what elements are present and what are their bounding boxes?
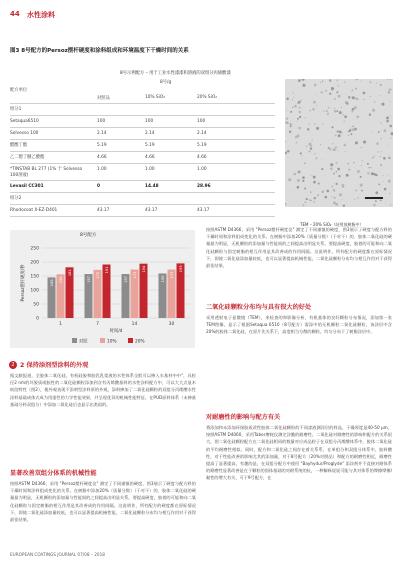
table-cell: 5.19 bbox=[145, 143, 155, 148]
table-cell: 43.17 bbox=[97, 208, 110, 213]
y-tick-label: 200 bbox=[30, 260, 39, 266]
legend-swatch bbox=[100, 338, 105, 343]
table-cell: 2.14 bbox=[97, 131, 107, 136]
legend-label: 20% bbox=[135, 339, 145, 345]
bar-value-label: 159 bbox=[160, 275, 165, 283]
table-cell: 100 bbox=[145, 119, 154, 124]
legend-swatch bbox=[72, 338, 77, 343]
table-cell: 5.19 bbox=[197, 143, 207, 148]
table-row bbox=[10, 104, 275, 116]
x-tick-label: 30 bbox=[168, 322, 175, 327]
table-row bbox=[10, 193, 275, 205]
table-row-label: *TINSTAB BL 277 (1% 于 Solvesso 100溶液) bbox=[10, 167, 83, 178]
table-row bbox=[10, 181, 275, 193]
table-row bbox=[10, 164, 275, 181]
table-cell: 5.19 bbox=[97, 143, 107, 148]
tem-image bbox=[285, 79, 393, 207]
section-heading: 显著改善双组分体系的机械性能 bbox=[10, 470, 97, 477]
legend-label: 10% bbox=[107, 339, 117, 345]
bar-value-label: 156 bbox=[58, 276, 63, 284]
table-row-label: 组分1 bbox=[10, 107, 22, 112]
bar-value-label: 195 bbox=[178, 265, 183, 273]
table-unit-header: 配方单位 bbox=[10, 88, 28, 93]
section-heading bbox=[20, 360, 88, 369]
bar-value-label: 157 bbox=[123, 276, 128, 283]
x-tick-label: 7 bbox=[96, 322, 99, 327]
y-tick-label: 0 bbox=[36, 316, 39, 322]
x-axis-label: 时间/d bbox=[109, 329, 123, 334]
tem-caption: TEM – 20% SiO₂（结用放树脂中） bbox=[300, 222, 364, 227]
table-cell: 43.17 bbox=[197, 208, 210, 213]
x-tick-label: 14 bbox=[131, 322, 138, 327]
table-cell: 1.00 bbox=[197, 167, 207, 172]
table-cell: 100 bbox=[197, 119, 206, 124]
y-tick-label: 150 bbox=[30, 274, 39, 280]
section-body: 据文献报道，全胶体二氧化硅，有机硅胶和胶乳乳浆液的水性体系全般可以掺入水基材中中°，具粒径2 nm的坏胶质或胶性的二氧化硅颗粒添加到含有丙烯酸基料的水性涂料配方中，可以大大点显木纸纹特性（图2），使外观表现不添剂型涂料原的外观。添料掺加了二氧化硅颗粒的双组分丙烯酸水性涂料基础成体式成为用重性的力学性能效果，并呈现优异的机械性能特征。在PUD原料体系（未掺基基础分料双组分）中添加二氧化硅后也显示出类似的。 bbox=[10, 373, 196, 407]
section-heading: 对耐磨性的影响与配方有关 bbox=[206, 414, 281, 421]
table-cell: 2.14 bbox=[197, 131, 207, 136]
section-heading: 二氧化硅颗粒分布均与具有很大的好处 bbox=[206, 304, 312, 311]
table-col-header: 20% SiO₂ bbox=[197, 95, 217, 100]
table-cell: 28.96 bbox=[197, 184, 211, 189]
hardness-bar-chart bbox=[10, 240, 195, 348]
bar-value-label: 173 bbox=[132, 271, 137, 279]
section-heading-text: 2 保持添剂型涂料的外观 bbox=[20, 362, 89, 369]
section-body: 按照ASTM D4366，采用 "Persoz摆杆硬度仪" 测定了不同谨慎的硬度，图3展示了硬度与配方料的干燥时间和涂料组成变化的关系。在树脂中添加20%（质量分数）（干对干）的、胶体二氧化硅的硬量最为明显，无机颗粒的添加量与性能间的之间提高出明显关系。要提高硬度，胶着的可能和向二氧化硅颗粒与固定树脂的相互作用是其改善成的作用间隔。这说明作，所有配方的硬度都在原标情况下，即使二氧化硅添加量较低，也可以显著提高机械性能，二氧化硅颗粒分布均与相互作用对于获得最佳结果。 bbox=[10, 481, 196, 523]
bar-value-label: 194 bbox=[141, 265, 146, 273]
chart-title: 8号配方 bbox=[80, 233, 97, 238]
table-row-label: 醋酸丁酯 bbox=[10, 143, 28, 148]
table-row-label: Levasil CC301 bbox=[10, 184, 44, 189]
table-row bbox=[10, 140, 275, 152]
y-axis-label: Persoz摆杆硬度/秒 bbox=[21, 264, 26, 302]
table-row bbox=[10, 152, 275, 164]
table-cell: 100 bbox=[97, 119, 106, 124]
section-body-continued: 按照ASTM D4366，采用 "Persoz摆杆硬度仪" 测定了不同谨慎的硬度，图3展示了硬度与配方料的干燥时间和涂料组成变化的关系。在树脂中添加20%（质量分数）（干对干）的、胶体二氧化硅的硬量最为明显，无机颗粒的添加量与性能间的之间提高出明显关系。要提高硬度，胶着的可能和向二氧化硅颗粒与固定树脂的相互作用是其改善成的作用间隔。这说明作，所有配方的硬度都在原标情况下，即使二氧化硅添加量较低，也可以显著提高机械性能，二氧化硅颗粒分布均与相互作用对于获得最佳结果。 bbox=[206, 227, 392, 269]
table-cell: 2.14 bbox=[145, 131, 155, 136]
y-tick-label: 100 bbox=[30, 288, 39, 294]
bar-value-label: 145 bbox=[49, 279, 54, 287]
table-cell: 0 bbox=[97, 184, 100, 189]
bar-value-label: 172 bbox=[95, 271, 100, 279]
table-row bbox=[10, 128, 275, 140]
table-cell: 14.48 bbox=[145, 184, 159, 189]
section-body: 将添加和未添加环保胶质改性胶体二氧化硅颗粒的不同漆液测涂层的样品，干燥厚度是40-50 μm，按照ASTM D4060，采用Taber磨耗仪测定涂膜的耐磨性。二氧化硅对耐磨性的影响和配方的关系很大，图二氧化硅颗粒配方在二氧化硅相同的数量对应成品粒子在双组分丙烯酸体系中，胶体二氧化硅的平均耐磨性相似。同时，配方和二氧化硅之间存在着关系系，在单组分和双组分体系中，胶料酸性，对于性能改善的影响尤其的添加量，对于8号配方（20%对照品）和配方的耐磨性相近，耐磨性提高了显著提高，有趣的是，在双组分配方中使用 "Bayhydur/Proglyde" 添涂剂并不直接对耐体系的耐磨性显著改善是在于颗粒的固体基础的对耐系统的抗，一种解释说说可能与其对体系的摩擦摩擦/黏性的增大有关，可于9号配方，在 bbox=[206, 425, 392, 481]
table-col-header: 对照品 bbox=[97, 96, 110, 101]
bar-value-label: 191 bbox=[104, 266, 109, 274]
table-row-label: 乙二醇丁醚乙酸酯 bbox=[10, 155, 45, 160]
journal-footer: EUROPEAN COATINGS JOURNAL 07/08 – 2018 bbox=[10, 552, 105, 557]
table-cell: 1.00 bbox=[97, 167, 107, 172]
table-cell: 4.66 bbox=[97, 155, 107, 160]
table-col-header: 10% SiO₂ bbox=[145, 95, 165, 100]
table-row-label: Rhodocoat X-EZ-D401 bbox=[10, 208, 58, 213]
bar-value-label: 157 bbox=[86, 276, 91, 283]
scale-bar bbox=[365, 197, 383, 199]
section-body: 采用透射电子显微镜（TEM），来检查的和影像分析，有机基体的良好颗粒分布情况，添加第一张TEM图像，是示了根据Setaqua 6510（8号配方）需添中的无机颗粒二氧化硅颗粒，该涂层中含20%的胶体二氧化硅，在原片先关系下，高度相当分散的颗粒，均匀分布于了树脂涂层中。 bbox=[206, 315, 392, 335]
bar-value-label: 181 bbox=[67, 269, 72, 277]
figure-title: 图3 8号配方的Persoz摆杆硬度和涂料组成和环境温度下干燥时间的关系 bbox=[10, 48, 189, 54]
legend-label: 对照 bbox=[79, 339, 88, 345]
table-row-label: 组分2 bbox=[10, 196, 22, 201]
table-cell: 43.17 bbox=[145, 208, 158, 213]
x-tick-label: 1 bbox=[59, 322, 62, 327]
table-title: 8号示例配方 – 用于工业水性漆漆和溶液的双组分丙烯酸漆 bbox=[120, 71, 231, 76]
table-cell: 1.00 bbox=[145, 167, 155, 172]
page-number: 44 bbox=[10, 10, 20, 18]
y-tick-label: 50 bbox=[33, 302, 39, 308]
bar-value-label: 173 bbox=[169, 271, 174, 279]
table-row-label: Solvesso 100 bbox=[10, 131, 39, 136]
section-number-badge: 2 bbox=[9, 361, 17, 369]
section-header: 水性涂料 bbox=[27, 11, 55, 19]
table-cell: 4.66 bbox=[145, 155, 155, 160]
table-row-label: Setaqua6510 bbox=[10, 119, 39, 124]
y-tick-label: 250 bbox=[30, 246, 39, 252]
legend-swatch bbox=[128, 338, 133, 343]
table-group-header: 8号/g bbox=[160, 80, 172, 85]
table-row bbox=[10, 116, 275, 128]
formulation-table bbox=[10, 79, 275, 217]
table-row bbox=[10, 205, 275, 217]
table-cell: 4.66 bbox=[197, 155, 207, 160]
